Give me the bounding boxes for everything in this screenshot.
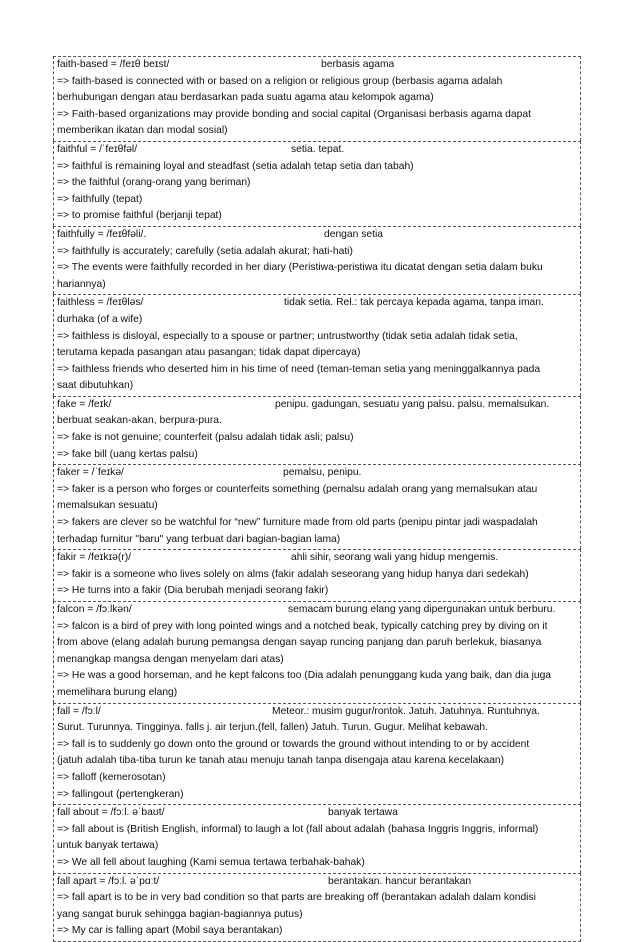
entry-headword: faithless = /feɪθləs/ [57,297,144,309]
entry-text-line: terutama kepada pasangan atau pasangan; tidak dapat dipercaya) [57,347,361,359]
entry-text-line: => The events were faithfully recorded in her diary (Peristiwa-peristiwa itu dicatat dengan setia dalam buku [57,262,543,274]
entry-heading [57,874,578,891]
entry-headword: faker = /ˈfeɪkə/ [57,467,124,479]
entry-meaning: setia. tepat. [291,143,345,155]
entry-meaning: penipu. gadungan, sesuatu yang palsu. palsu. memalsukan. [275,398,550,410]
entry-heading [57,142,578,159]
dictionary-entry [53,141,581,226]
entry-text-line: => fakers are clever so be watchful for “new” furniture made from old parts (penipu pintar jadi waspadalah [57,517,538,529]
entry-text-line: => fakir is a someone who lives solely on alms (fakir adalah seseorang yang hidup hanya dari sedekah) [57,568,529,580]
entry-meaning: ahli sihir, seorang wali yang hidup mengemis. [291,552,499,564]
entry-text-line: menangkap mangsa dengan menyelam dari atas) [57,653,284,665]
entry-headword: fakir = /feɪkɪə(r)/ [57,552,131,564]
entry-text-line: memberikan ikatan dan modal sosial) [57,125,228,137]
entry-text-line: => My car is falling apart (Mobil saya berantakan) [57,925,283,937]
dictionary-entry [53,804,581,872]
entry-text-line: untuk banyak tertawa) [57,840,159,852]
entry-meaning: semacam burung elang yang dipergunakan untuk berburu. [288,604,556,615]
dictionary-entry [53,703,581,805]
dictionary-entry [53,56,581,141]
entry-text-line: => falcon is a bird of prey with long pointed wings and a notched beak, typically catching prey by diving on it [57,620,548,632]
entry-heading [57,465,578,482]
entry-headword: fake = /feɪk/ [57,398,112,410]
entry-text-line: => fake bill (uang kertas palsu) [57,448,198,460]
entry-text-line: hariannya) [57,278,106,290]
entry-text-line: yang sangat buruk sehingga bagian-bagiannya putus) [57,908,303,920]
entry-text-line: => fall is to suddenly go down onto the ground or towards the ground without intending to or by accident [57,738,530,750]
entry-text-line: => falloff (kemerosotan) [57,771,166,783]
entry-headword: falcon = /fɔːlkən/ [57,604,132,615]
entry-heading [57,805,578,822]
entry-text-line: memalsukan sesuatu) [57,500,158,512]
entry-text-line: => Faith-based organizations may provide bonding and social capital (Organisasi berbasis agama dapat [57,108,531,120]
entry-headword: fall about = /fɔːl. əˈbaʊt/ [57,807,165,819]
entry-heading [57,602,578,619]
dictionary-entry [53,464,581,549]
entry-text-line: memelihara burung elang) [57,686,178,698]
entry-meaning: pemalsu, penipu. [283,467,362,479]
entry-heading [57,295,578,312]
entry-text-line: (jatuh adalah tiba-tiba turun ke tanah atau menuju tanah tanpa disengaja atau karena kecelakaan) [57,755,505,767]
entry-headword: faithful = /ˈfeɪθfəl/ [57,143,138,155]
entry-headword: faith-based = /feɪθ beɪst/ [57,59,170,70]
entry-headword: fall = /fɔːl/ [57,705,101,717]
entry-text-line: durhaka (of a wife) [57,313,143,325]
dictionary-page [53,56,581,942]
entry-text-line: => faithfully (tepat) [57,193,143,205]
entry-headword: faithfully = /feɪθfəli/. [57,228,147,240]
entry-meaning: banyak tertawa [328,807,398,819]
entry-headword: fall apart = /fɔːl. əˈpɑːt/ [57,875,160,887]
entry-text-line: => fall about is (British English, informal) to laugh a lot (fall about adalah (bahasa Inggris Inggris, informal) [57,823,539,835]
entry-text-line: berhubungan dengan atau berdasarkan pada suatu agama atau kelompok agama) [57,92,434,104]
entry-meaning: dengan setia [324,228,383,240]
dictionary-entry [53,396,581,464]
entry-text-line: berbuat seakan-akan, berpura-pura. [57,415,222,427]
entry-heading [57,57,578,74]
entry-text-line: => He was a good horseman, and he kept falcons too (Dia adalah penunggang kuda yang baik, dan dia juga [57,670,552,682]
entry-heading [57,550,578,567]
entry-text-line: terhadap furnitur "baru" yang terbuat dari bagian-bagian lama) [57,533,341,545]
entry-meaning: tidak setia. Rel.: tak percaya kepada agama, tanpa iman. [284,297,544,309]
entry-text-line: => faith-based is connected with or based on a religion or religious group (berbasis agama adalah [57,75,503,87]
entry-meaning: berantakan. hancur berantakan [328,875,472,887]
entry-text-line: => faithless friends who deserted him in his time of need (teman-teman setia yang meninggalkannya pada [57,363,541,375]
entry-text-line: => faithful is remaining loyal and steadfast (setia adalah tetap setia dan tabah) [57,160,414,172]
entry-text-line: from above (elang adalah burung pemangsa dengan sayap runcing panjang dan paruh berlekuk, biasanya [57,637,542,649]
entry-text-line: Surut. Turunnya. Tingginya. falls j. air terjun.(fell, fallen) Jatuh. Turun. Gugur. Melihat kebawah. [57,722,488,734]
entry-text-line: => faithfully is accurately; carefully (setia adalah akurat; hati-hati) [57,245,353,257]
dictionary-entry [53,294,581,396]
entry-heading [57,227,578,244]
dictionary-entry [53,873,581,942]
entry-heading [57,397,578,414]
entry-text-line: => He turns into a fakir (Dia berubah menjadi seorang fakir) [57,585,329,597]
entry-text-line: => fall apart is to be in very bad condition so that parts are breaking off (berantakan adalah dalam kondisi [57,892,536,904]
entry-text-line: => faithless is disloyal, especially to a spouse or partner; untrustworthy (tidak setia adalah tidak setia, [57,330,518,342]
entry-text-line: => faker is a person who forges or counterfeits something (pemalsu adalah orang yang memalsukan atau [57,483,538,495]
entry-text-line: => fallingout (pertengkeran) [57,788,184,800]
entry-text-line: saat dibutuhkan) [57,380,134,392]
entry-text-line: => to promise faithful (berjanji tepat) [57,210,222,222]
dictionary-entry [53,601,581,703]
entry-meaning: Meteor.: musim gugur/rontok. Jatuh. Jatuhnya. Runtuhnya. [272,705,540,717]
entry-meaning: berbasis agama [321,59,395,70]
dictionary-entry [53,549,581,601]
entry-heading [57,704,578,721]
entry-text-line: => fake is not genuine; counterfeit (palsu adalah tidak asli; palsu) [57,432,354,444]
entry-text-line: => We all fell about laughing (Kami semua tertawa terbahak-bahak) [57,856,365,868]
entry-text-line: => the faithful (orang-orang yang beriman) [57,177,251,189]
dictionary-entry [53,226,581,294]
